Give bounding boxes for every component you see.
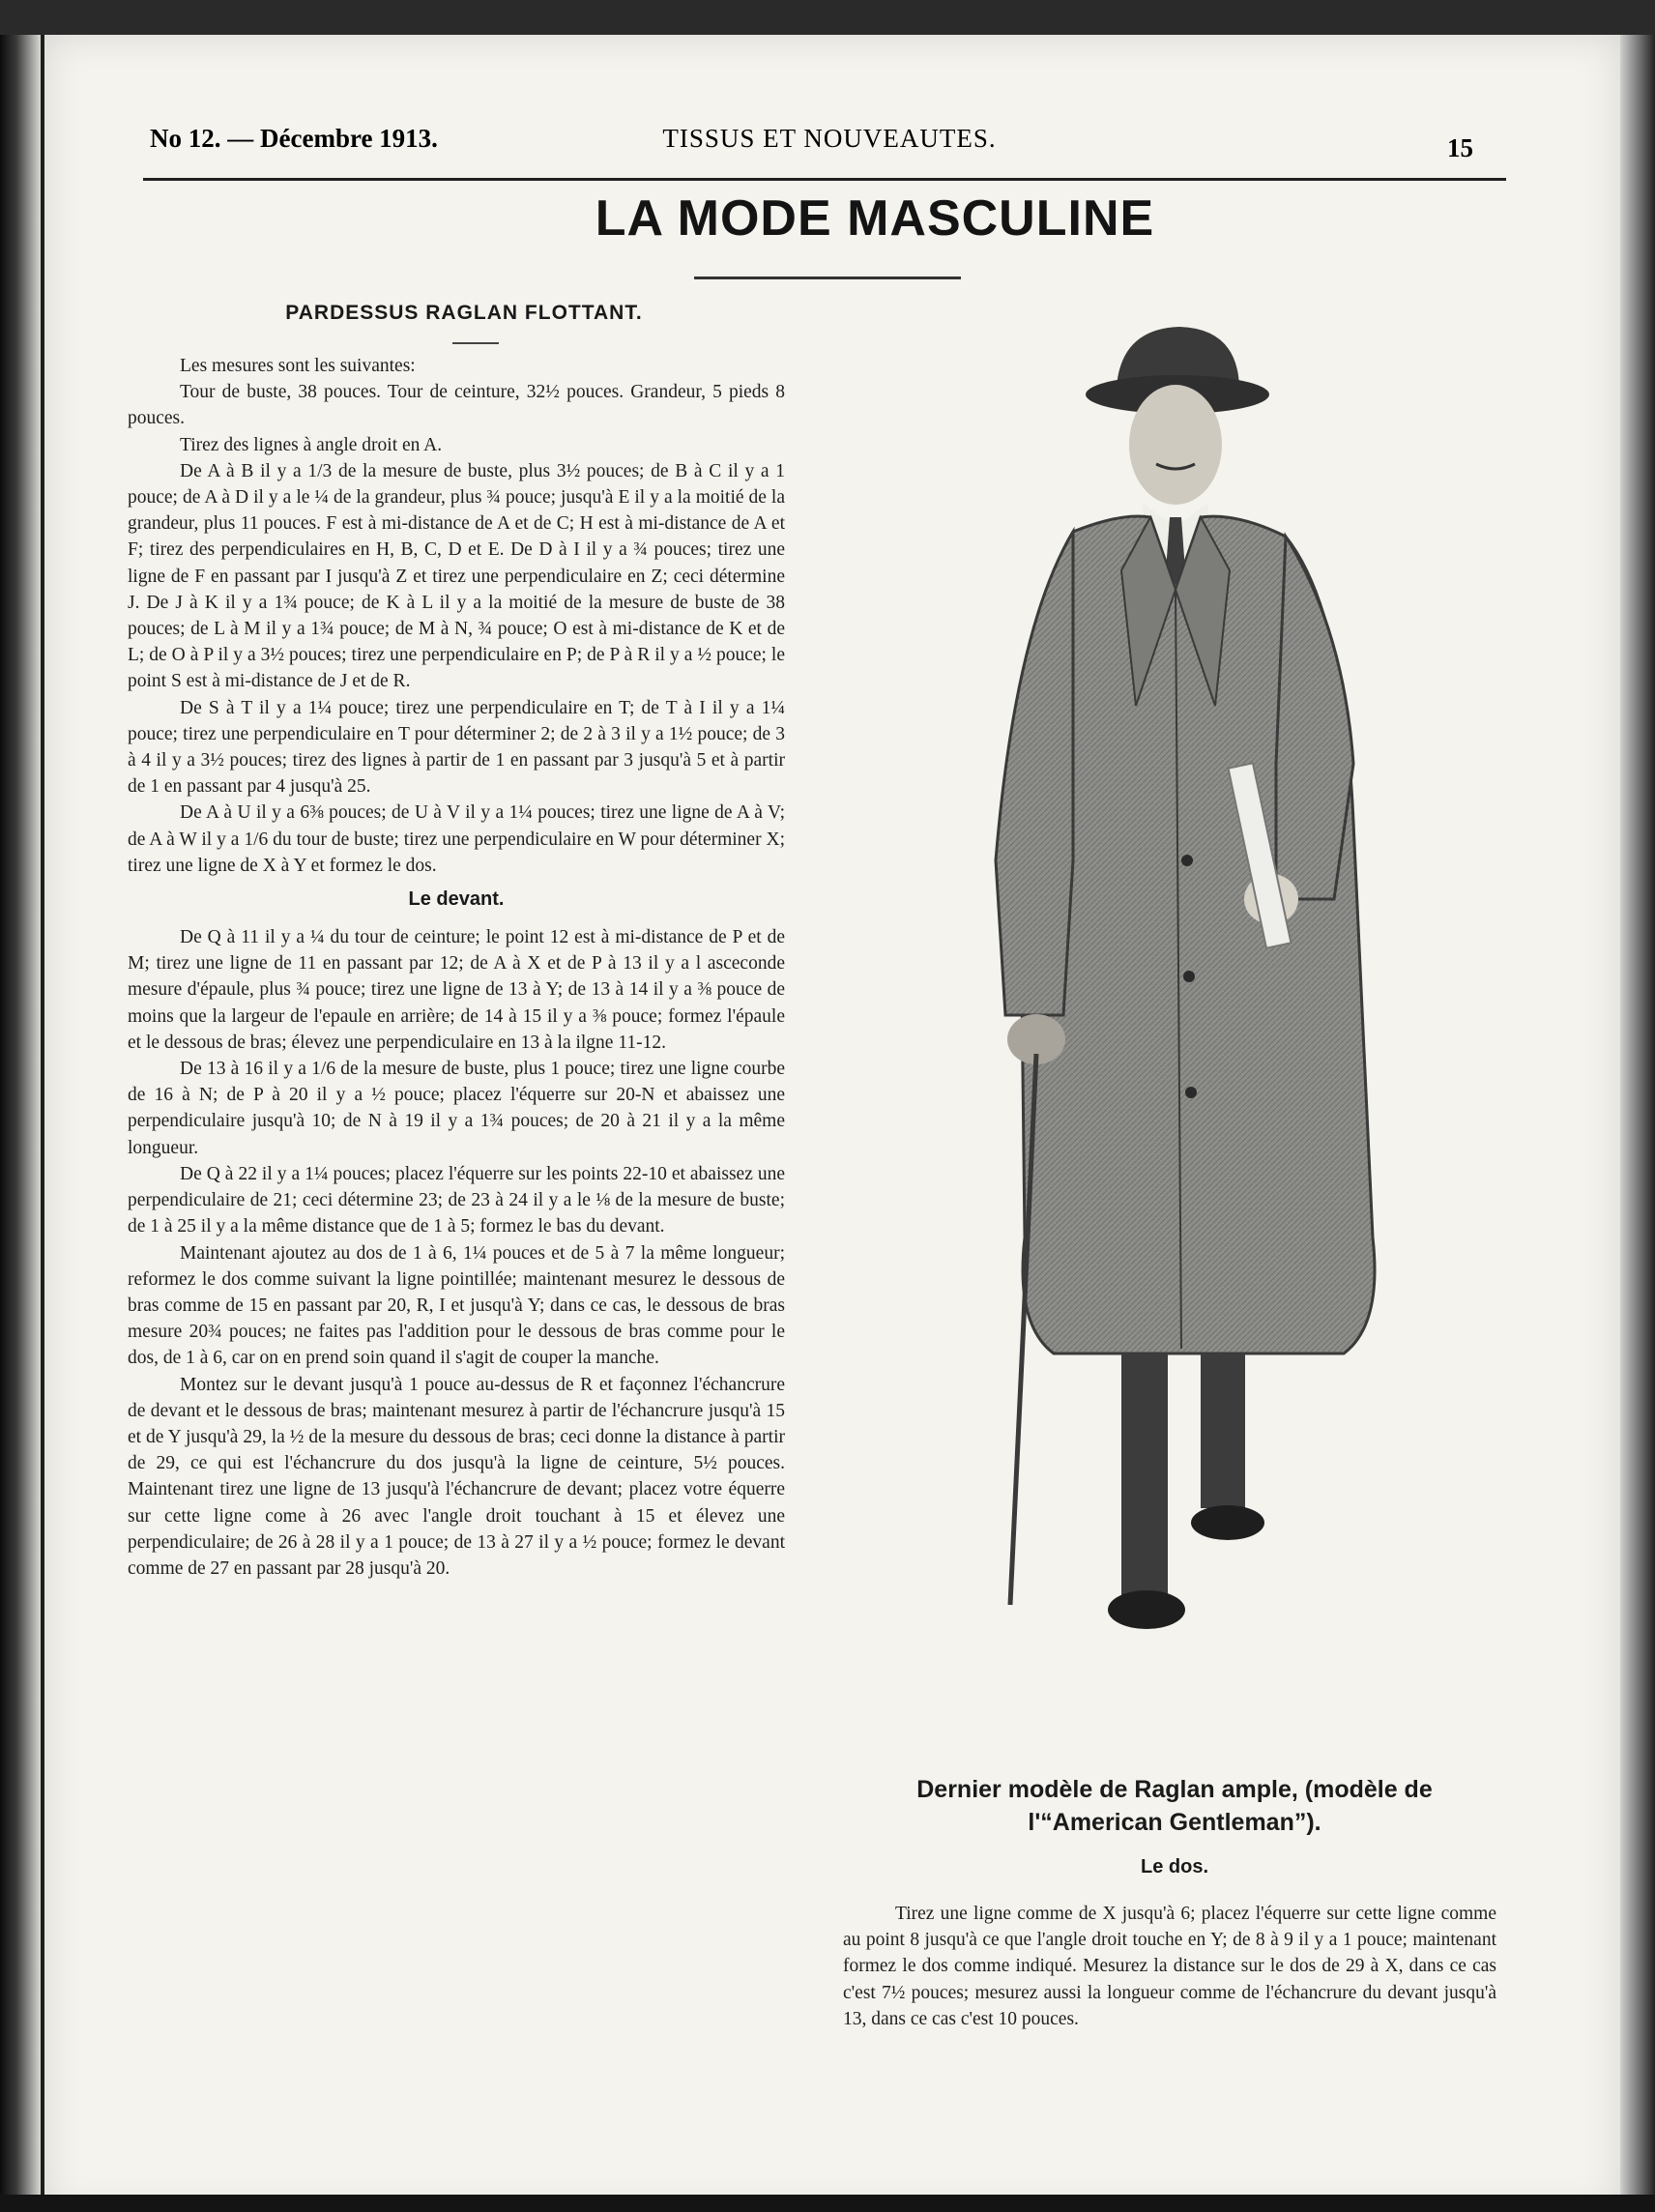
subhead-le-dos: Le dos. [1140,1856,1208,1877]
page-edge-right [1620,35,1655,2212]
page-number: 15 [1447,133,1473,162]
paragraph: Les mesures sont les suivantes: [180,356,416,376]
paragraph: De Q à 11 il y a ¼ du tour de ceinture; le point 12 est à mi-distance de P et de M; tirez une ligne de 11 en passant par 12; de A à X et de P à 13 il y a l asceconde mesure d'épaule, plus ¾ pouce; tirez une ligne de 13 à Y; de 13 à 14 il y a ⅜ pouce de moins que la largeur de l'epaule en arrière; de 14 à 15 il y a ⅜ pouce; formez l'épaule et le dessous de bras; élevez une perpendiculaire en 13 à la ilgne 11-12. [128,927,785,1053]
paragraph: De Q à 22 il y a 1¼ pouces; placez l'équerre sur les points 22-10 et abaissez une perpendiculaire de 21; ceci détermine 23; de 23 à 24 il y a le ⅛ de la mesure de buste; de 1 à 25 il y a la même distance que de 1 à 5; formez le bas du devant. [128,1163,785,1237]
header-rule [143,178,1506,181]
paragraph: De 13 à 16 il y a 1/6 de la mesure de buste, plus 1 pouce; tirez une ligne courbe de 16 à N; de P à 20 il y a ½ pouce; placez l'équerre sur 20-N et abaissez une perpendiculaire jusqu'à 10; de N à 19 il y a 1¾ pouces; de 20 à 21 il y a la même longueur. [128,1059,785,1158]
paragraph: De A à U il y a 6⅜ pouces; de U à V il y a 1¼ pouces; tirez une ligne de A à V; de A à W il y a 1/6 du tour de buste; tirez une perpendiculaire en W pour déterminer X; tirez une ligne de X à Y et formez le dos. [128,802,785,876]
publication-name: TISSUS ET NOUVEAUTES. [662,124,997,153]
paragraph: Montez sur le devant jusqu'à 1 pouce au-dessus de R et façonnez l'échancrure de devant et le dessous de bras; maintenant mesurez à partir de l'échancrure jusqu'à 15 et de Y jusqu'à 29, la ½ de la mesure du dessous de bras; ceci donne la distance à partir de 29, ce qui est l'échancrure du dos jusqu'à la ligne de ceinture, 5½ pouces. Maintenant tirez une ligne de 13 jusqu'à l'échancrure de devant; placez votre équerre sur cette ligne come à 26 avec l'angle droit touchant à 15 et élevez une perpendiculaire; de 26 à 28 il y a 1 pouce; de 13 à 27 il y a ½ pouce; formez le devant comme de 27 en passant par 28 jusqu'à 20. [128,1374,785,1579]
paragraph: De S à T il y a 1¼ pouce; tirez une perpendiculaire en T; de T à I il y a 1¼ pouce; tirez une perpendiculaire en T pour déterminer 2; de 2 à 3 il y a 1½ pouce; de 3 à 4 il y a 3½ pouces; tirez des lignes à partir de 1 en passant par 3 jusqu'à 5 et à partir de 1 en passant par 4 jusqu'à 25. [128,697,785,798]
title-rule [694,276,961,279]
issue-date: No 12. — Décembre 1913. [150,124,438,153]
scan-border-bottom [0,2195,1655,2212]
paragraph: Tour de buste, 38 pouces. Tour de ceinture, 32½ pouces. Grandeur, 5 pieds 8 pouces. [128,382,785,429]
book-spine-shadow [0,35,41,2212]
section-rule [452,342,499,344]
raglan-coat-illustration [928,319,1431,1798]
paragraph: De A à B il y a 1/3 de la mesure de buste, plus 3½ pouces; de B à C il y a 1 pouce; de A à D il y a le ¼ de la grandeur, plus ¾ pouce; jusqu'à E il y a la moitié de la grandeur, plus 11 pouces. F est à mi-distance de A et de C; H est à mi-distance de A et F; tirez des perpendiculaires en H, B, C, D et E. De D à I il y a ¾ pouces; tirez une ligne de F en passant par I jusqu'à Z et tirez une perpendiculaire en Z; ceci détermine J. De J à K il y a 1¾ pouce; de K à L il y a la moitié de la mesure de buste de 38 pouces; de L à M il y a 1¾ pouce; de M à N, ¾ pouce; O est à mi-distance de K et de L; de O à P il y a 3½ pouces; tirez une perpendiculaire en P; de P à R il y a ½ pouce; le point S est à mi-distance de J et de R. [128,460,785,692]
left-column [128,353,785,1582]
caption-line-1: Dernier modèle de Raglan ample, (modèle de [916,1776,1433,1803]
scan-border-top [0,0,1655,35]
section-title: PARDESSUS RAGLAN FLOTTANT. [285,302,643,324]
paragraph: Maintenant ajoutez au dos de 1 à 6, 1¼ pouces et de 5 à 7 la même longueur; reformez le dos comme suivant la ligne pointillée; maintenant mesurez le dessous de bras comme de 15 en passant par 20, R, I et jusqu'à Y; dans ce cas, le dessous de bras mesure 20¾ pouces; ne faites pas l'addition pour le dessous de bras comme pour le dos, de 1 à 6, car on en prend soin quand il s'agit de couper la manche. [128,1242,785,1369]
subhead-le-devant: Le devant. [408,888,505,911]
page-title: LA MODE MASCULINE [595,190,1155,247]
paragraph: Tirez une ligne comme de X jusqu'à 6; placez l'équerre sur cette ligne comme au point 8 jusqu'à ce que l'angle droit touche en Y; de 8 à 9 il y a 1 pouce; maintenant formez le dos comme indiqué. Mesurez la distance sur le dos de 29 à X, dans ce cas c'est 7½ pouces; mesurez aussi la longueur comme de l'échancrure du devant jusqu'à 13, dans ce cas c'est 10 pouces. [843,1904,1496,2029]
right-column [843,1901,1496,2032]
figure-caption [860,1773,1489,1839]
caption-line-2: l'“American Gentleman”). [1028,1809,1321,1836]
paragraph: Tirez des lignes à angle droit en A. [180,434,443,455]
